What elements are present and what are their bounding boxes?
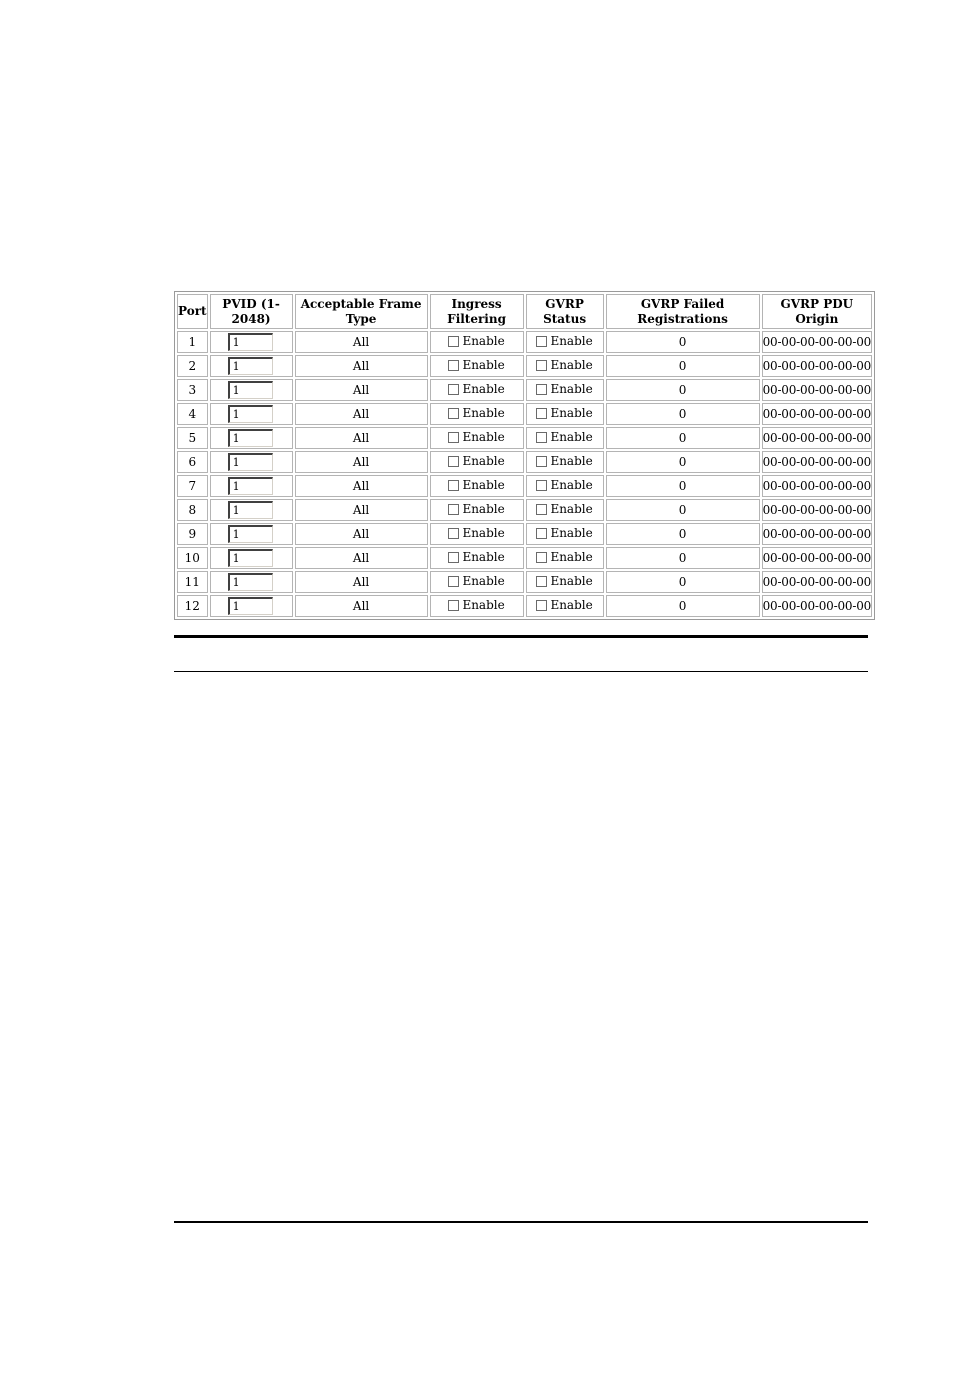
gvrp-origin-cell: 00-00-00-00-00-00 [762, 475, 873, 497]
table-row [177, 547, 872, 569]
gvrp-origin-cell: 00-00-00-00-00-00 [762, 427, 873, 449]
frame-type-cell: All [295, 331, 428, 353]
gvrp-status-checkbox[interactable] [536, 550, 592, 564]
table-row [177, 427, 872, 449]
checkbox-label: Enable [550, 502, 593, 517]
checkbox-icon[interactable] [448, 600, 459, 611]
gvrp-origin-cell: 00-00-00-00-00-00 [762, 595, 873, 617]
header-ingress-filtering: Ingress Filtering [430, 294, 524, 329]
ingress-filtering-cell [430, 331, 524, 353]
checkbox-label: Enable [462, 358, 505, 373]
pvid-input[interactable] [228, 333, 273, 351]
gvrp-status-cell [526, 595, 604, 617]
checkbox-icon[interactable] [448, 480, 459, 491]
pvid-cell [210, 427, 293, 449]
pvid-cell [210, 331, 293, 353]
gvrp-status-cell [526, 427, 604, 449]
gvrp-failed-cell: 0 [606, 403, 760, 425]
table-row [177, 475, 872, 497]
pvid-input[interactable] [228, 477, 273, 495]
checkbox-icon[interactable] [536, 504, 547, 515]
checkbox-icon[interactable] [536, 360, 547, 371]
gvrp-failed-cell: 0 [606, 451, 760, 473]
port-cell: 8 [177, 499, 208, 521]
table-body [177, 331, 872, 617]
checkbox-icon[interactable] [536, 432, 547, 443]
gvrp-failed-cell: 0 [606, 547, 760, 569]
gvrp-failed-cell: 0 [606, 475, 760, 497]
checkbox-icon[interactable] [536, 552, 547, 563]
checkbox-label: Enable [550, 550, 593, 565]
gvrp-status-checkbox[interactable] [536, 334, 592, 348]
ingress-filtering-checkbox[interactable] [448, 334, 504, 348]
table-row [177, 379, 872, 401]
gvrp-origin-cell: 00-00-00-00-00-00 [762, 355, 873, 377]
checkbox-label: Enable [550, 478, 593, 493]
gvrp-status-checkbox[interactable] [536, 358, 592, 372]
gvrp-status-checkbox[interactable] [536, 454, 592, 468]
gvrp-failed-cell: 0 [606, 499, 760, 521]
checkbox-icon[interactable] [536, 456, 547, 467]
gvrp-origin-cell: 00-00-00-00-00-00 [762, 523, 873, 545]
ingress-filtering-checkbox[interactable] [448, 358, 504, 372]
checkbox-label: Enable [550, 526, 593, 541]
checkbox-icon[interactable] [448, 408, 459, 419]
table-row [177, 499, 872, 521]
divider-thin [174, 671, 868, 672]
ingress-filtering-cell [430, 427, 524, 449]
gvrp-status-cell [526, 499, 604, 521]
gvrp-failed-cell: 0 [606, 427, 760, 449]
table-row [177, 451, 872, 473]
header-pvid: PVID (1-2048) [210, 294, 293, 329]
port-cell: 11 [177, 571, 208, 593]
ingress-filtering-checkbox[interactable] [448, 598, 504, 612]
checkbox-label: Enable [462, 406, 505, 421]
port-cell: 2 [177, 355, 208, 377]
pvid-input[interactable] [228, 405, 273, 423]
checkbox-label: Enable [462, 526, 505, 541]
frame-type-cell: All [295, 475, 428, 497]
gvrp-status-checkbox[interactable] [536, 574, 592, 588]
table-row [177, 595, 872, 617]
checkbox-label: Enable [550, 598, 593, 613]
gvrp-status-cell [526, 379, 604, 401]
gvrp-status-checkbox[interactable] [536, 430, 592, 444]
frame-type-cell: All [295, 499, 428, 521]
frame-type-cell: All [295, 523, 428, 545]
pvid-cell [210, 475, 293, 497]
ingress-filtering-checkbox[interactable] [448, 382, 504, 396]
ingress-filtering-checkbox[interactable] [448, 550, 504, 564]
port-cell: 10 [177, 547, 208, 569]
checkbox-label: Enable [462, 454, 505, 469]
gvrp-status-cell [526, 331, 604, 353]
gvrp-status-checkbox[interactable] [536, 526, 592, 540]
pvid-cell [210, 571, 293, 593]
ingress-filtering-checkbox[interactable] [448, 478, 504, 492]
pvid-input[interactable] [228, 357, 273, 375]
pvid-cell [210, 403, 293, 425]
checkbox-label: Enable [462, 574, 505, 589]
pvid-cell [210, 595, 293, 617]
checkbox-icon[interactable] [536, 384, 547, 395]
checkbox-icon[interactable] [536, 480, 547, 491]
gvrp-status-checkbox[interactable] [536, 382, 592, 396]
gvrp-failed-cell: 0 [606, 571, 760, 593]
port-cell: 9 [177, 523, 208, 545]
ingress-filtering-cell [430, 523, 524, 545]
ingress-filtering-cell [430, 355, 524, 377]
gvrp-failed-cell: 0 [606, 331, 760, 353]
gvrp-origin-cell: 00-00-00-00-00-00 [762, 499, 873, 521]
checkbox-label: Enable [550, 454, 593, 469]
pvid-input[interactable] [228, 453, 273, 471]
header-port: Port [177, 294, 208, 329]
checkbox-icon[interactable] [448, 576, 459, 587]
gvrp-origin-cell: 00-00-00-00-00-00 [762, 547, 873, 569]
ingress-filtering-checkbox[interactable] [448, 454, 504, 468]
pvid-input[interactable] [228, 549, 273, 567]
gvrp-status-cell [526, 451, 604, 473]
checkbox-label: Enable [550, 382, 593, 397]
gvrp-status-cell [526, 547, 604, 569]
port-cell: 4 [177, 403, 208, 425]
gvrp-status-checkbox[interactable] [536, 502, 592, 516]
ingress-filtering-cell [430, 571, 524, 593]
ingress-filtering-cell [430, 475, 524, 497]
pvid-input[interactable] [228, 573, 273, 591]
gvrp-status-checkbox[interactable] [536, 478, 592, 492]
gvrp-origin-cell: 00-00-00-00-00-00 [762, 331, 873, 353]
checkbox-label: Enable [462, 382, 505, 397]
table-row [177, 355, 872, 377]
pvid-input[interactable] [228, 429, 273, 447]
checkbox-icon[interactable] [448, 456, 459, 467]
gvrp-failed-cell: 0 [606, 595, 760, 617]
gvrp-status-cell [526, 403, 604, 425]
gvrp-origin-cell: 00-00-00-00-00-00 [762, 403, 873, 425]
gvrp-failed-cell: 0 [606, 379, 760, 401]
pvid-cell [210, 379, 293, 401]
checkbox-label: Enable [550, 430, 593, 445]
checkbox-icon[interactable] [448, 384, 459, 395]
ingress-filtering-cell [430, 595, 524, 617]
checkbox-label: Enable [550, 574, 593, 589]
pvid-input[interactable] [228, 597, 273, 615]
checkbox-icon[interactable] [536, 600, 547, 611]
pvid-input[interactable] [228, 381, 273, 399]
pvid-cell [210, 499, 293, 521]
header-gvrp-pdu-origin: GVRP PDU Origin [762, 294, 873, 329]
divider-thick [174, 635, 868, 638]
header-gvrp-failed-registrations: GVRP Failed Registrations [606, 294, 760, 329]
checkbox-icon[interactable] [536, 576, 547, 587]
checkbox-label: Enable [462, 550, 505, 565]
frame-type-cell: All [295, 595, 428, 617]
checkbox-icon[interactable] [448, 432, 459, 443]
ingress-filtering-checkbox[interactable] [448, 574, 504, 588]
pvid-cell [210, 355, 293, 377]
gvrp-status-checkbox[interactable] [536, 598, 592, 612]
pvid-cell [210, 523, 293, 545]
checkbox-icon[interactable] [536, 528, 547, 539]
checkbox-label: Enable [550, 334, 593, 349]
frame-type-cell: All [295, 547, 428, 569]
checkbox-icon[interactable] [448, 360, 459, 371]
pvid-input[interactable] [228, 525, 273, 543]
table-row [177, 571, 872, 593]
checkbox-label: Enable [462, 334, 505, 349]
gvrp-status-checkbox[interactable] [536, 406, 592, 420]
frame-type-cell: All [295, 427, 428, 449]
port-cell: 5 [177, 427, 208, 449]
ingress-filtering-cell [430, 451, 524, 473]
port-cell: 1 [177, 331, 208, 353]
ingress-filtering-checkbox[interactable] [448, 502, 504, 516]
checkbox-label: Enable [462, 478, 505, 493]
checkbox-label: Enable [550, 358, 593, 373]
checkbox-icon[interactable] [448, 528, 459, 539]
port-cell: 7 [177, 475, 208, 497]
checkbox-label: Enable [462, 502, 505, 517]
frame-type-cell: All [295, 355, 428, 377]
vlan-port-config-table [174, 291, 875, 620]
frame-type-cell: All [295, 571, 428, 593]
pvid-cell [210, 451, 293, 473]
table-row [177, 331, 872, 353]
table-row [177, 523, 872, 545]
header-gvrp-status: GVRP Status [526, 294, 604, 329]
port-cell: 12 [177, 595, 208, 617]
table-header-row [177, 294, 872, 329]
page-footer-rule [174, 1221, 868, 1223]
checkbox-label: Enable [462, 430, 505, 445]
port-cell: 6 [177, 451, 208, 473]
pvid-cell [210, 547, 293, 569]
gvrp-origin-cell: 00-00-00-00-00-00 [762, 571, 873, 593]
header-acceptable-frame-type: Acceptable Frame Type [295, 294, 428, 329]
table-row [177, 403, 872, 425]
gvrp-status-cell [526, 571, 604, 593]
ingress-filtering-cell [430, 499, 524, 521]
gvrp-status-cell [526, 523, 604, 545]
pvid-input[interactable] [228, 501, 273, 519]
ingress-filtering-checkbox[interactable] [448, 526, 504, 540]
gvrp-failed-cell: 0 [606, 523, 760, 545]
frame-type-cell: All [295, 451, 428, 473]
checkbox-icon[interactable] [448, 552, 459, 563]
checkbox-icon[interactable] [536, 408, 547, 419]
gvrp-status-cell [526, 475, 604, 497]
ingress-filtering-checkbox[interactable] [448, 406, 504, 420]
frame-type-cell: All [295, 403, 428, 425]
ingress-filtering-checkbox[interactable] [448, 430, 504, 444]
checkbox-label: Enable [462, 598, 505, 613]
ingress-filtering-cell [430, 379, 524, 401]
gvrp-origin-cell: 00-00-00-00-00-00 [762, 379, 873, 401]
gvrp-status-cell [526, 355, 604, 377]
checkbox-label: Enable [550, 406, 593, 421]
gvrp-failed-cell: 0 [606, 355, 760, 377]
ingress-filtering-cell [430, 547, 524, 569]
port-cell: 3 [177, 379, 208, 401]
ingress-filtering-cell [430, 403, 524, 425]
checkbox-icon[interactable] [448, 336, 459, 347]
gvrp-origin-cell: 00-00-00-00-00-00 [762, 451, 873, 473]
checkbox-icon[interactable] [448, 504, 459, 515]
checkbox-icon[interactable] [536, 336, 547, 347]
frame-type-cell: All [295, 379, 428, 401]
